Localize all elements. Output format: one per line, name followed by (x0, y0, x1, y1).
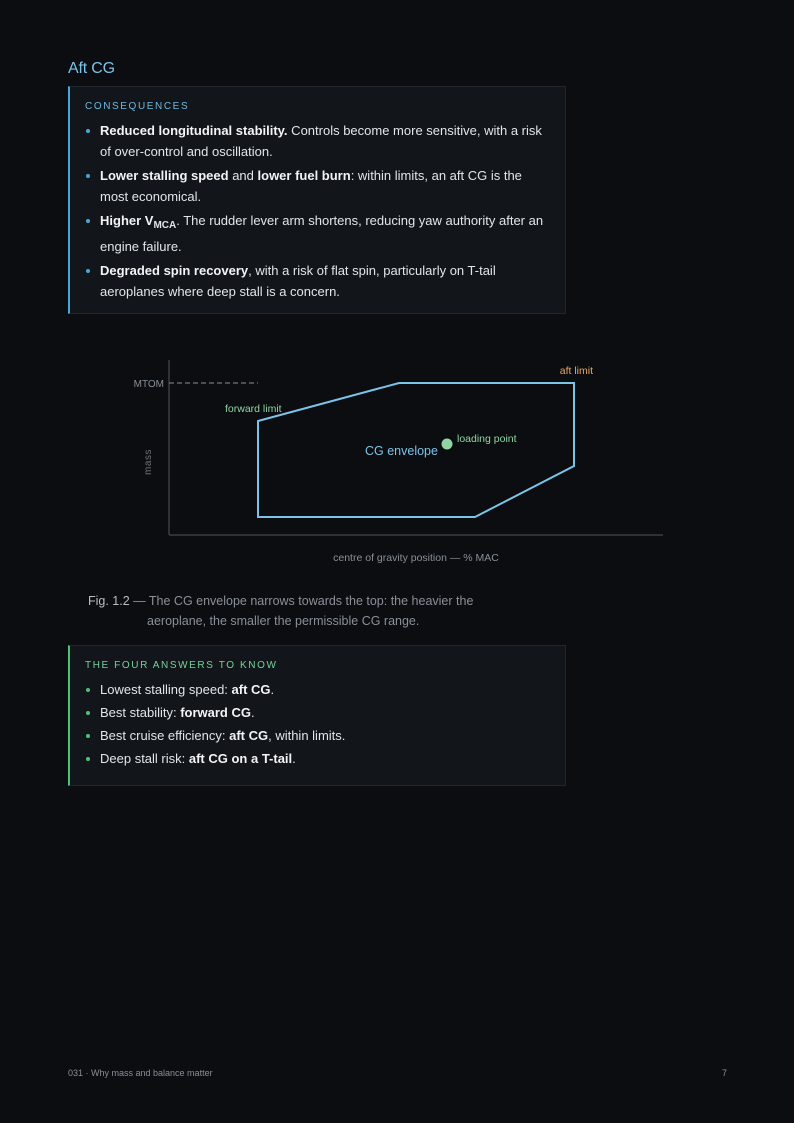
answers-list (85, 679, 545, 769)
item-text: Lowest stalling speed: (100, 682, 232, 697)
loading-point (442, 439, 453, 450)
item-text: Deep stall risk: (100, 751, 189, 766)
item-text: . The rudder lever arm shortens, reducing yaw authority after an engine failure. (100, 213, 544, 254)
x-axis-label: centre of gravity position — % MAC (333, 552, 499, 564)
forward-limit-label: forward limit (225, 403, 282, 415)
list-item (85, 702, 545, 723)
figure-caption (88, 591, 528, 631)
consequences-list (85, 120, 545, 302)
mtom-label: MTOM (133, 379, 164, 390)
item-text: : within limits, an aft CG is the most economical. (100, 168, 522, 204)
item-text: , within limits. (268, 728, 346, 743)
list-item (85, 210, 545, 257)
answers-heading: THE FOUR ANSWERS TO KNOW (85, 660, 278, 671)
item-text: and (228, 168, 258, 183)
item-text: . (270, 682, 275, 697)
answers-callout (68, 645, 566, 786)
item-text: Controls become more sensitive, with a risk of over-control and oscillation. (100, 123, 542, 159)
item-bold: aft CG (231, 682, 271, 697)
footer-page-number: 7 (722, 1068, 728, 1078)
caption-fig-number: Fig. 1.2 (88, 594, 130, 608)
envelope-label: CG envelope (365, 444, 438, 458)
list-item (85, 748, 545, 769)
item-bold: Reduced longitudinal stability. (100, 123, 288, 138)
caption-line-2: aeroplane, the smaller the permissible CG range. (147, 614, 420, 628)
footer-chapter: 031 · Why mass and balance matter (68, 1068, 213, 1078)
item-subscript: MCA (153, 220, 177, 231)
list-item (85, 120, 545, 162)
section-title: Aft CG (68, 60, 115, 77)
consequences-callout (68, 86, 566, 314)
item-bold: Higher V (100, 213, 154, 228)
list-item (85, 725, 545, 746)
item-text: . (251, 705, 255, 720)
loading-point-label: loading point (457, 433, 517, 445)
item-bold: aft CG on a T-tail (188, 751, 293, 766)
item-bold: lower fuel burn (257, 168, 351, 183)
item-bold: Lower stalling speed (100, 168, 229, 183)
caption-line-1: — The CG envelope narrows towards the top: the heavier the (129, 594, 474, 608)
item-bold: forward CG (180, 705, 251, 720)
list-item (85, 260, 545, 302)
item-text: Best stability: (100, 705, 181, 720)
list-item (85, 165, 545, 207)
y-axis-label: mass (143, 449, 154, 475)
item-text: Best cruise efficiency: (100, 728, 230, 743)
cg-envelope-chart (100, 350, 700, 575)
aft-limit-label: aft limit (559, 365, 593, 377)
consequences-heading: CONSEQUENCES (85, 101, 190, 112)
item-bold: aft CG (229, 728, 269, 743)
list-item (85, 679, 545, 700)
item-text: . (292, 751, 296, 766)
item-bold: Degraded spin recovery (100, 263, 249, 278)
item-text: , with a risk of flat spin, particularly on T-tail aeroplanes where deep stall is a concern. (100, 263, 496, 299)
